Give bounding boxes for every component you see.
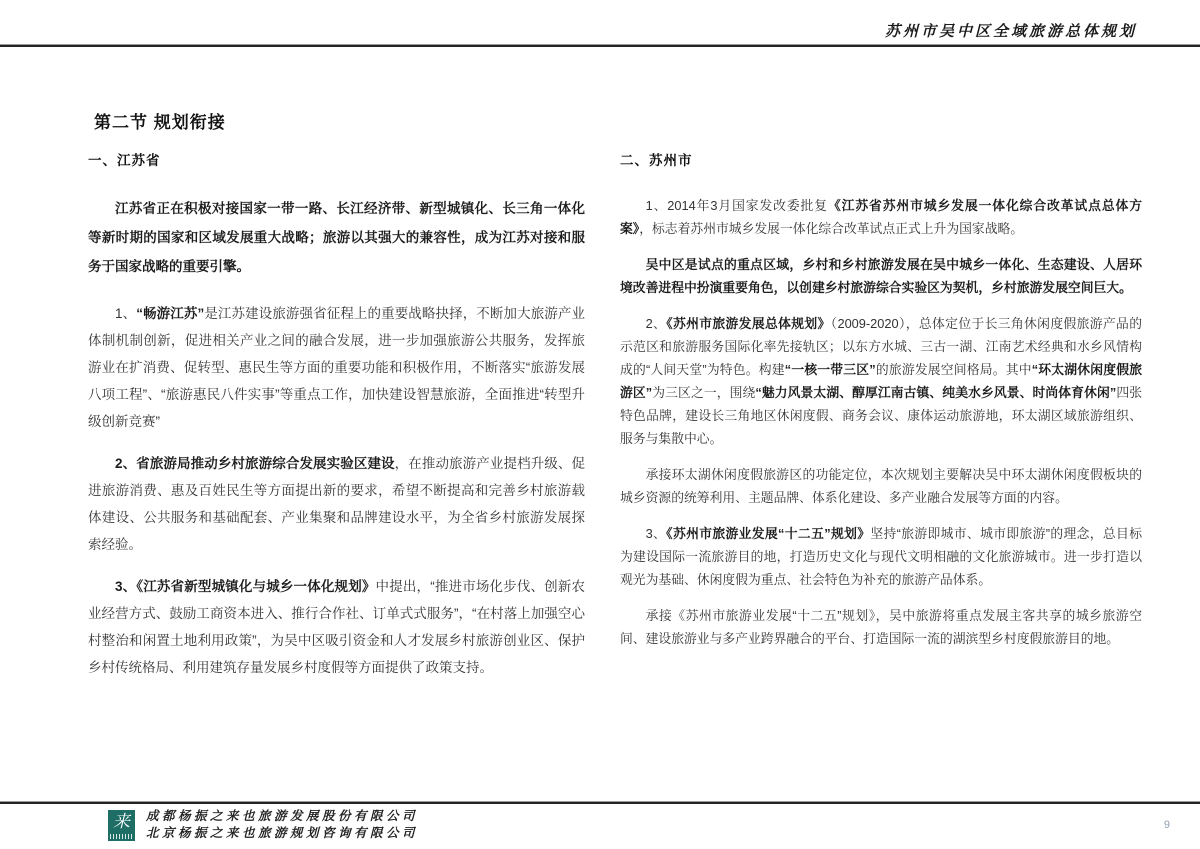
column-body bbox=[88, 194, 585, 681]
paragraph: 1、“畅游江苏”是江苏建设旅游强省征程上的重要战略抉择，不断加大旅游产业体制机制创新，促进相关产业之间的融合发展，进一步加强旅游公共服务，发挥旅游业在扩消费、促转型、惠民生等方面的重要功能和积极作用，不断落实“旅游发展八项工程”、“旅游惠民八件实事”等重点工作，加快建设智慧旅游，全面推进“转型升级创新竞赛” bbox=[88, 306, 586, 429]
paragraph: 江苏省正在积极对接国家一带一路、长江经济带、新型城镇化、长三角一体化等新时期的国家和区域发展重大战略；旅游以其强大的兼容性，成为江苏对接和服务于国家战略的重要引擎。 bbox=[88, 201, 585, 274]
footer-companies bbox=[146, 808, 418, 841]
column-heading: 一、江苏省 bbox=[88, 153, 161, 168]
column-heading: 二、苏州市 bbox=[620, 153, 693, 168]
paragraph: 3、《江苏省新型城镇化与城乡一体化规划》中提出，“推进市场化步伐、创新农业经营方式、鼓励工商资本进入、推行合作社、订单式式服务”，“在村落上加强空心村整治和闲置土地利用政策”，为吴中区吸引资金和人才发展乡村旅游创业区、保护乡村传统格局、利用建筑存量发展乡村度假等方面提供了政策支持。 bbox=[88, 579, 585, 675]
column-body bbox=[620, 194, 1142, 650]
column-suzhou bbox=[620, 152, 1142, 696]
paragraph: 3、《苏州市旅游业发展“十二五”规划》坚持“旅游即城市、城市即旅游”的理念，总目标 为建设国际一流旅游目的地，打造历史文化与现代文明相融的文化旅游城市。进一步打造以观光为基础、休闲度假为重点、社会特色为补充的旅游产品体系。 bbox=[620, 526, 1142, 587]
content-columns bbox=[88, 152, 1142, 696]
logo-band bbox=[110, 834, 133, 839]
page-number: 9 bbox=[1163, 819, 1170, 831]
paragraph: 吴中区是试点的重点区域，乡村和乡村旅游发展在吴中城乡一体化、生态建设、人居环境改善进程中扮演重要角色，以创建乡村旅游综合实验区为契机，乡村旅游发展空间巨大。 bbox=[620, 257, 1142, 295]
company-name: 北京杨振之来也旅游规划咨询有限公司 bbox=[146, 824, 419, 840]
header-divider bbox=[0, 44, 1200, 47]
company-name: 成都杨振之来也旅游发展股份有限公司 bbox=[146, 808, 419, 823]
paragraph: 2、省旅游局推动乡村旅游综合发展实验区建设，在推动旅游产业提档升级、促进旅游消费、惠及百姓民生等方面提出新的要求，希望不断提高和完善乡村旅游载体建设、公共服务和基础配套、产业集聚和品牌建设水平，为全省乡村旅游发展探索经验。 bbox=[88, 456, 586, 552]
section-title: 第二节 规划衔接 bbox=[94, 113, 226, 132]
header-title: 苏州市吴中区全域旅游总体规划 bbox=[884, 22, 1137, 40]
company-logo bbox=[108, 810, 135, 841]
paragraph: 1、2014年3月国家发改委批复《江苏省苏州市城乡发展一体化综合改革试点总体方案》，标志着苏州市城乡发展一体化综合改革试点正式上升为国家战略。 bbox=[620, 198, 1143, 236]
paragraph: 承接环太湖休闲度假旅游区的功能定位，本次规划主要解决吴中环太湖休闲度假板块的城乡资源的统筹利用、主题品牌、体系化建设、多产业融合发展等方面的内容。 bbox=[620, 467, 1142, 505]
logo-character: 来 bbox=[113, 812, 130, 832]
paragraph: 2、《苏州市旅游发展总体规划》（2009-2020），总体定位于长三角休闲度假旅游产品的示范区和旅游服务国际化率先接轨区；以东方水城、三古一湖、江南艺术经典和水乡风情构成的“人间天堂”为特色。构建“一核一带三区”的旅游发展空间格局。其中“环太湖休闲度假旅游区”为三区之一，围绕“魅力风景太湖、醇厚江南古镇、纯美水乡风景、时尚体育休闲”四张特色品牌，建设长三角地区休闲度假、商务会议、康体运动旅游地，环太湖区域旅游组织、服务与集散中心。 bbox=[620, 316, 1143, 446]
paragraph: 承接《苏州市旅游业发展“十二五”规划》，吴中旅游将重点发展主客共享的城乡旅游空间、建设旅游业与多产业跨界融合的平台、打造国际一流的湖滨型乡村度假旅游目的地。 bbox=[620, 608, 1142, 646]
footer-divider bbox=[0, 801, 1200, 804]
column-jiangsu bbox=[88, 152, 585, 696]
